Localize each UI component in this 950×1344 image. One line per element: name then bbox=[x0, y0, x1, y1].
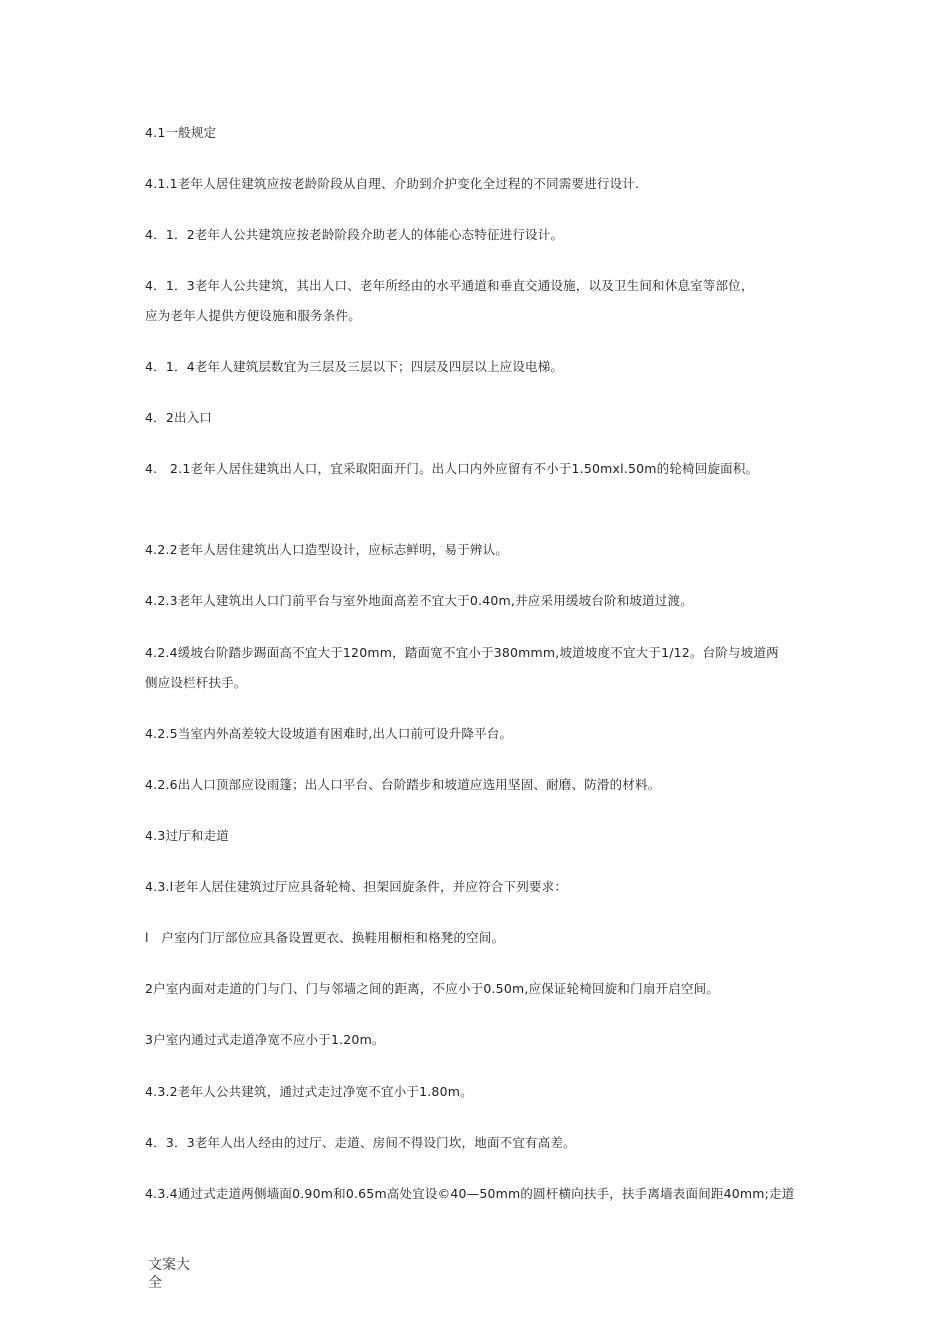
clause-4-3-1: 4.3.l老年人居住建筑过厅应具备轮椅、担架回旋条件，并应符合下列要求： bbox=[145, 879, 568, 894]
clause-4-2-4-line-2: 侧应设栏杆扶手。 bbox=[145, 675, 247, 690]
section-heading-4-1: 4.1一般规定 bbox=[145, 125, 217, 140]
clause-4-3-3: 4．3．3老年人出人经由的过厅、走道、房间不得设门坎，地面不宜有高差。 bbox=[145, 1135, 576, 1150]
clause-4-2-4-line-1: 4.2.4缓坡台阶踏步踢面高不宜大于120mm，踏面宽不宜小于380mmm,坡道坡度不宜大于1/12。台阶与坡道两 bbox=[145, 645, 779, 660]
clause-4-1-1: 4.1.1老年人居住建筑应按老龄阶段从自理、介助到介护变化全过程的不同需要进行设计. bbox=[145, 176, 640, 191]
clause-4-3-1-item-1: l 户室内门厅部位应具备设置更衣、换鞋用橱柜和格凳的空间。 bbox=[145, 930, 505, 945]
clause-4-1-3-line-1: 4．1．3老年人公共建筑，其出人口、老年所经由的水平通道和垂直交通设施，以及卫生间和休息室等部位， bbox=[145, 278, 754, 293]
clause-4-3-1-item-3: 3户室内通过式走道净宽不应小于1.20m。 bbox=[145, 1032, 385, 1047]
clause-4-2-3: 4.2.3老年人建筑出人口门前平台与室外地面高差不宜大于0.40m,并应采用缓坡台阶和坡道过渡。 bbox=[145, 593, 693, 608]
clause-4-3-1-item-2: 2户室内面对走道的门与门、门与邻墙之间的距离，不应小于0.50m,应保证轮椅回旋和门扇开启空间。 bbox=[145, 981, 720, 996]
clause-4-2-1: 4. 2.1老年人居住建筑出人口，宜采取阳面开门。出人口内外应留有不小于1.50mxl.50m的轮椅回旋面积。 bbox=[145, 461, 759, 476]
page-footer bbox=[148, 1256, 208, 1292]
clause-4-2-2: 4.2.2老年人居住建筑出人口造型设计，应标志鲜明，易于辨认。 bbox=[145, 542, 509, 557]
clause-4-2-6: 4.2.6出人口顶部应设雨篷；出人口平台、台阶踏步和坡道应选用坚固、耐磨、防滑的材料。 bbox=[145, 777, 661, 792]
section-heading-4-3: 4.3过厅和走道 bbox=[145, 828, 229, 843]
clause-4-1-3-line-2: 应为老年人提供方便设施和服务条件。 bbox=[145, 308, 361, 323]
clause-4-2-5: 4.2.5当室内外高差较大设坡道有困难时,出人口前可设升降平台。 bbox=[145, 726, 513, 741]
clause-4-1-2: 4．1．2老年人公共建筑应按老龄阶段介助老人的体能心态特征进行设计。 bbox=[145, 227, 564, 242]
clause-4-3-4: 4.3.4通过式走道两侧墙面0.90m和0.65m高处宜设©40—50mm的圆杆横向扶手，扶手离墙表面间距40mm;走道 bbox=[145, 1186, 795, 1201]
clause-4-1-4: 4．1．4老年人建筑层数宜为三层及三层以下；四层及四层以上应设电梯。 bbox=[145, 359, 564, 374]
footer-line-2: 全 bbox=[148, 1275, 162, 1291]
footer-line-1: 文案大 bbox=[148, 1257, 190, 1273]
section-heading-4-2: 4．2出入口 bbox=[145, 410, 213, 425]
clause-4-3-2: 4.3.2老年人公共建筑，通过式走过净宽不宜小于1.80m。 bbox=[145, 1084, 473, 1099]
